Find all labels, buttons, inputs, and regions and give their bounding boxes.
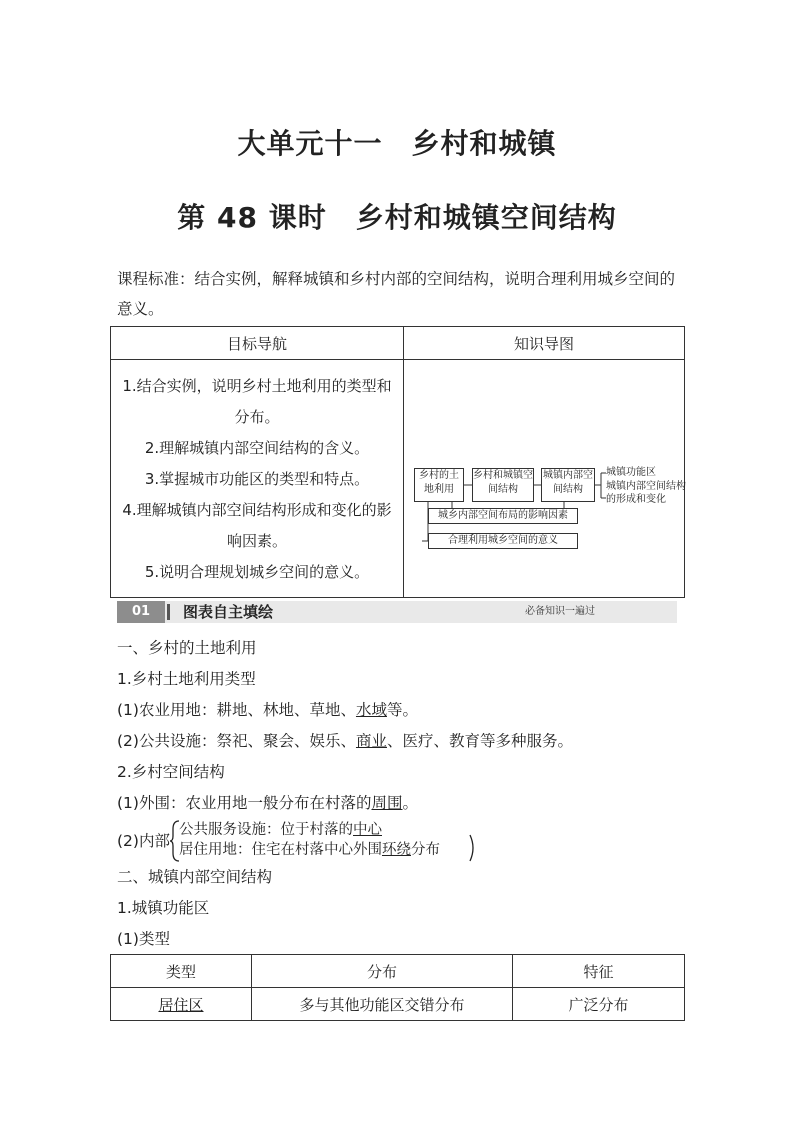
right-paren (469, 834, 477, 862)
mindmap-box-root: 乡村和城镇空间结构 (472, 468, 534, 502)
text: 、医疗、教育等多种服务。 (386, 732, 573, 750)
table-header: 类型 (111, 955, 252, 988)
mindmap-box-factors: 城乡内部空间布局的影响因素 (428, 508, 578, 524)
table-header: 特征 (513, 955, 685, 988)
lesson-title: 第 48 课时 乡村和城镇空间结构 (177, 201, 617, 234)
mindmap (404, 360, 688, 590)
mindmap-branch-formation: 城镇内部空间结构的形成和变化 (606, 481, 686, 505)
unit-title: 大单元十一 乡村和城镇 (237, 127, 557, 160)
text: (2)公共设施：祭祀、聚会、娱乐、 (117, 732, 356, 750)
zone-types-table (110, 954, 685, 1021)
inner-residential (179, 840, 440, 860)
heading-urban-structure: 二、城镇内部空间结构 (117, 868, 273, 886)
table-header: 分布 (252, 955, 513, 988)
mindmap-box-rural-land: 乡村的土地利用 (414, 468, 464, 502)
goal-item: 4.理解城镇内部空间结构形成和变化的影响因素。 (122, 501, 392, 550)
goal-list (112, 361, 402, 596)
goal-table (110, 326, 685, 598)
answer-blank: 水域 (355, 701, 387, 719)
inner-structure (117, 820, 517, 862)
answer-blank: 商业 (355, 732, 387, 750)
heading-functional-zones: 1.城镇功能区 (117, 899, 210, 917)
course-standard: 课程标准：结合实例，解释城镇和乡村内部的空间结构，说明合理利用城乡空间的意义。 (117, 270, 676, 318)
heading-rural-land-types: 1.乡村土地利用类型 (117, 670, 256, 688)
text: 分布 (411, 842, 440, 858)
section-separator (167, 604, 170, 620)
mindmap-box-urban-structure: 城镇内部空间结构 (541, 468, 595, 502)
section-tag: 必备知识一遍过 (525, 606, 595, 617)
table-row (111, 988, 685, 1021)
line-public-facilities (117, 729, 687, 753)
section-number: 01 (117, 601, 165, 623)
section-bar (117, 601, 677, 623)
goal-item: 5.说明合理规划城乡空间的意义。 (144, 563, 370, 581)
goal-head: 目标导航 (111, 327, 404, 360)
text: 居住用地：住宅在村落中心外围 (179, 842, 382, 858)
answer-blank: 中心 (353, 822, 382, 838)
mindmap-head: 知识导图 (404, 327, 685, 360)
line-periphery (117, 791, 687, 815)
line-agricultural-land (117, 698, 687, 722)
heading-rural-structure: 2.乡村空间结构 (117, 763, 225, 781)
text: (1)外围：农业用地一般分布在村落的 (117, 794, 372, 812)
inner-label: (2)内部 (117, 832, 170, 850)
mindmap-box-significance: 合理利用城乡空间的意义 (428, 533, 578, 549)
heading-rural-land: 一、乡村的土地利用 (117, 639, 257, 657)
mindmap-branch-functional-zone: 城镇功能区 (606, 467, 656, 478)
text: 。 (402, 794, 418, 812)
text: 公共服务设施：位于村落的 (179, 822, 353, 838)
goal-item: 2.理解城镇内部空间结构的含义。 (144, 439, 370, 457)
table-cell (111, 988, 252, 1021)
text: 等。 (386, 701, 418, 719)
table-cell: 多与其他功能区交错分布 (252, 988, 513, 1021)
answer-blank: 环绕 (382, 842, 411, 858)
table-header-row (111, 955, 685, 988)
section-title: 图表自主填绘 (183, 603, 274, 621)
inner-public-service (179, 820, 382, 840)
heading-types: (1)类型 (117, 930, 170, 948)
answer-blank: 居住区 (158, 995, 204, 1014)
goal-list-cell (111, 360, 404, 598)
mindmap-cell (404, 360, 685, 598)
answer-blank: 周围 (371, 794, 403, 812)
goal-item: 3.掌握城市功能区的类型和特点。 (144, 470, 370, 488)
table-cell: 广泛分布 (513, 988, 685, 1021)
goal-item: 1.结合实例，说明乡村土地利用的类型和分布。 (122, 377, 392, 426)
text: (1)农业用地：耕地、林地、草地、 (117, 701, 356, 719)
